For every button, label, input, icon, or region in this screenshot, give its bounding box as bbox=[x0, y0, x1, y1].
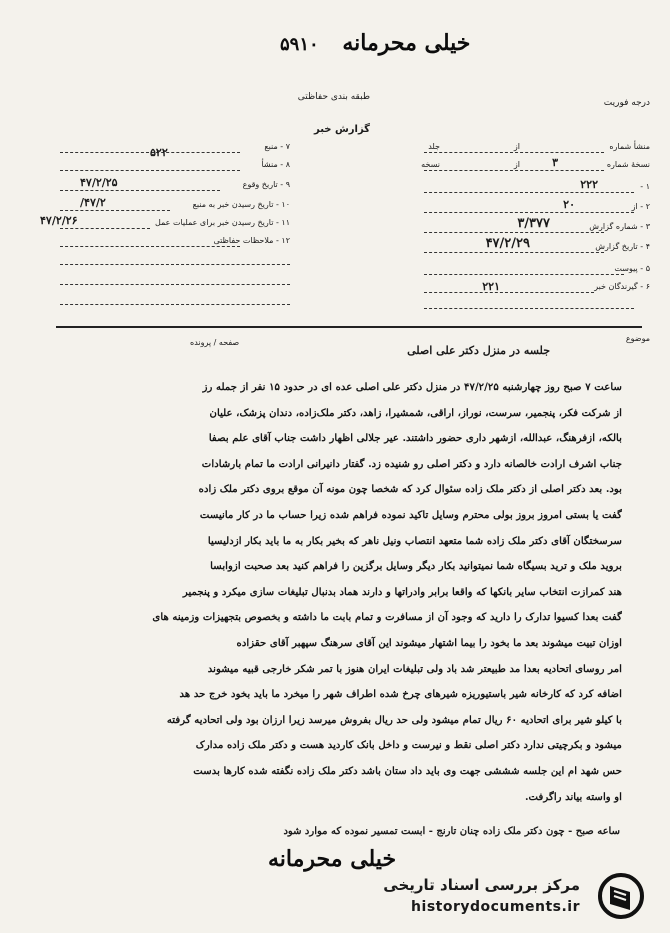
field-label: ۳ - شماره گزارش bbox=[589, 222, 650, 231]
field-label: ۱۲ - ملاحظات حفاظتی bbox=[213, 236, 290, 245]
body-line: میشود و بکرچیتی ندارد دکتر اصلی نقط و نیرست و داخل بانک کاردید هست و دکتر ملک زاده مدارک bbox=[195, 739, 622, 752]
field-label: ۱۰ - تاریخ رسیدن خبر به منبع bbox=[192, 200, 290, 209]
field-end: نسخه bbox=[421, 160, 440, 169]
field-line bbox=[424, 292, 594, 293]
field-value: ۲۲۲ bbox=[580, 178, 598, 191]
body-line: امر روسای اتحادیه بعدا مد طبیعتر شد باد ولی تبلیغات ایران هنوز با تمر شکر خارجی قبیه میشوند bbox=[207, 662, 622, 675]
body-line: هند کمرازت انتخاب سایر بانکها که واقعا برابر وادراتها و دارند هماد بدنبال تبلیغات سازی میکرد و پنجمیر bbox=[182, 585, 622, 598]
field-line bbox=[424, 152, 604, 153]
body-line: گفت یا بستی امروز بروز بولی محترم وسایل تاکید نموده فراهم شده زیرا حساب ما در کار مانیست bbox=[199, 508, 622, 521]
source-label: طبقه بندی حفاظتی bbox=[297, 92, 370, 102]
archive-logo-icon bbox=[596, 872, 646, 920]
body-line: ساعت ۷ صبح روز چهارشنبه ۴۷/۲/۲۵ در منزل دکتر علی اصلی عده ای در حدود ۱۵ نفر از جمله رز bbox=[202, 381, 622, 393]
handwritten-title: خیلی محرمانه bbox=[342, 30, 471, 56]
body-line: جناب اشرف ارادت خالصانه دارد و دکتر اصلی رو شنیده زد. گفتار دانیرانی ارادت ما تمام بارشادات bbox=[201, 457, 622, 470]
body-line: اضافه کرد که کارخانه شیر باستیوریزه شیرهای چرخ شده اطراف شهر را میخرد ما باید بخود خرج حد هد bbox=[179, 688, 622, 701]
field-label: ۵ - پیوست bbox=[614, 264, 650, 273]
field-value: ۲۰ bbox=[563, 198, 575, 211]
body-line: از شرکت فکر، پنجمیر، سرست، نوراز، اراقی، شمشیرا، زاهد، دکتر ملک‌زاده، دندان پزشک، علیان bbox=[209, 406, 622, 419]
body-line: با کیلو شیر برای اتحادیه ۶۰ ریال تمام میشود ولی حد ریال بفروش میرسد زیرا ارزان بود ولی اتحادیه گرفته bbox=[166, 713, 622, 726]
body-line: بروید ملک و ترید بسیگاه شما نمیتوانید بکار دیگر وسایل برگزین را فراهم کنید بعد صحبت ازوابسا bbox=[210, 560, 622, 573]
field-label: ۲ - از bbox=[631, 202, 650, 211]
body-line: او واسته بیاند راگرفت. bbox=[524, 790, 622, 803]
field-value: ۴۷/۲/۲۶ bbox=[40, 214, 78, 227]
field-value: ۳ bbox=[552, 156, 558, 169]
field-line bbox=[60, 228, 150, 229]
body-line: سرسختگان آقای دکتر ملک زاده شما متعهد انتصاب ونیل ناهر که بخیر بکار به ما باید بکار ازدلیسیا bbox=[207, 534, 622, 547]
body-line: بالکه، ازفرهنگ، عبدالله، ازشهر داری حضور داشتند. عیر جلالی اظهار داشت جناب آقای علم بصفا bbox=[208, 432, 622, 445]
field-mid: از bbox=[513, 160, 520, 169]
field-label: ۸ - منشأ bbox=[261, 160, 290, 169]
watermark-title: مرکز بررسی اسناد تاریخی bbox=[383, 876, 580, 894]
field-line bbox=[424, 170, 604, 171]
field-line bbox=[60, 190, 220, 191]
field-line bbox=[424, 212, 634, 213]
body-line: بود. بعد دکتر اصلی از دکتر ملک زاده سئوال کرد که شخصا چون مونه آن موقع بروی دکتر ملک زاده bbox=[198, 483, 622, 496]
field-line bbox=[60, 246, 240, 247]
field-value: ۲۲۱ bbox=[482, 280, 500, 293]
body-line: حس شهد ام این جلسه شششی جهت وی باید داد ستان باشد دکتر ملک زاده نگفته شده کارها بدست bbox=[193, 764, 622, 777]
field-label: ۱۱ - تاریخ رسیدن خبر برای عملیات عمل bbox=[154, 218, 290, 227]
subject-label: موضوع bbox=[625, 334, 650, 343]
field-line bbox=[60, 304, 290, 305]
report-title: گزارش خبر bbox=[313, 124, 370, 135]
field-line bbox=[424, 192, 634, 193]
field-label: ۱ - bbox=[640, 182, 650, 191]
field-mid: از bbox=[513, 142, 520, 151]
field-label: ۶ - گیرندگان خبر bbox=[594, 282, 650, 291]
handwritten-number: ۵۹۱۰ bbox=[280, 34, 319, 55]
subject-text: جلسه در منزل دکتر علی اصلی bbox=[407, 344, 550, 357]
field-line bbox=[424, 232, 604, 233]
field-label: نسخهٔ شماره bbox=[606, 160, 650, 169]
field-value: ۴۷/۲/۲۵ bbox=[80, 176, 118, 189]
watermark-url: historydocuments.ir bbox=[411, 899, 580, 915]
field-value: ۳/۳۷۷ bbox=[517, 216, 550, 231]
handwritten-classification bbox=[280, 30, 470, 56]
field-line bbox=[60, 210, 170, 211]
handwritten-signature: خیلی محرمانه bbox=[268, 846, 397, 872]
field-line bbox=[424, 252, 604, 253]
field-label: ۷ - منبع bbox=[264, 142, 290, 151]
field-line bbox=[424, 274, 624, 275]
classification-label: درجه فوریت bbox=[603, 98, 650, 108]
field-label: منشأ شماره bbox=[609, 142, 650, 151]
field-line bbox=[60, 284, 290, 285]
field-line bbox=[424, 308, 634, 309]
field-value: ۴۷/۲/۲۹ bbox=[485, 236, 530, 251]
field-line bbox=[60, 170, 240, 171]
report-body bbox=[52, 375, 622, 810]
body-line: گفت بعدا کسیوا تدارک را دارید که وجود آن از مسافرت و تمام بابت ما داشته و بخصوص بتجهیزات وزمینه های bbox=[152, 611, 622, 624]
field-label: ۹ - تاریخ وقوع bbox=[242, 180, 290, 189]
section-divider bbox=[56, 326, 642, 328]
body-line: اوزان تبیت میشوند بعد ما بخود را بیما اشتهار میشوند این آقای سرهنگ سپهبر آقای حقزاده bbox=[236, 636, 622, 649]
page-label: صفحه / پرونده bbox=[190, 338, 240, 347]
field-value: ۴۷/۲/ bbox=[80, 196, 106, 209]
field-label: ۴ - تاریخ گزارش bbox=[595, 242, 650, 251]
field-end: جلد bbox=[428, 142, 440, 151]
field-line bbox=[60, 264, 290, 265]
field-value: ۵۲۲ bbox=[150, 146, 168, 159]
closing-line: ساعه صبح - چون دکتر ملک زاده چنان تارنج - ابست تمسیر نموده که موارد شود bbox=[283, 826, 620, 837]
